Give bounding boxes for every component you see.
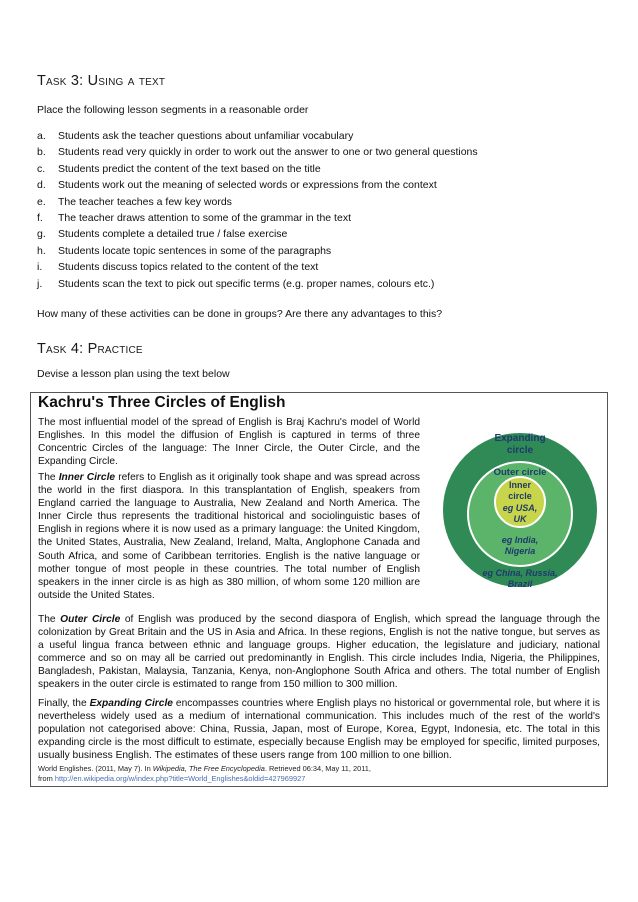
item-text: Students scan the text to pick out specific terms (e.g. proper names, colours etc.) [58,277,435,290]
outer-label: Outer circle [493,467,547,478]
inner-label-1: Inner [508,480,532,490]
article-title: Kachru's Three Circles of English [38,394,286,411]
expanding-example-2: Brazil [507,579,533,589]
inner-label-2: circle [508,491,532,501]
expanding-label-2: circle [506,445,534,456]
task3-heading: Task 3: Using a text [37,73,166,89]
list-item [37,243,478,259]
inner-example-1: eg USA, [502,503,538,513]
paragraph-lead: The [38,614,61,625]
item-letter: g. [37,228,46,241]
paragraph-body: of English was produced by the second diaspora of English, which spread the language through the colonization by Great Britain and the US in Asia and Africa. In these regions, English is not the native tongue, but serves as a useful lingua franca between ethnic and language groups. Higher education, the legislature and judiciary, national commerce and so on may all be carried out predominantly in English. This circle includes India, Nigeria, the Philippines, Bangladesh, Pakistan, Malaysia, Tanzania, Kenya, non-Anglophone South Africa and others. The total number of English speakers in the outer circle is estimated to range from 150 million to 300 million. [38,614,600,691]
citation-line-2 [38,774,371,784]
item-text: Students locate topic sentences in some of the paragraphs [58,244,332,257]
article-paragraph-expanding [38,697,600,762]
task3-question: How many of these activities can be done in groups? Are there any advantages to this? [37,308,443,320]
item-text: Students discuss topics related to the content of the text [58,261,319,274]
list-item [37,210,478,226]
list-item [37,276,478,292]
task4-heading: Task 4: Practice [37,341,143,357]
item-letter: d. [37,179,46,192]
article-box-top-rule [30,392,608,393]
citation-link[interactable]: http://en.wikipedia.org/w/index.php?title=World_Englishes&oldid=427969927 [54,773,306,783]
item-letter: a. [37,130,46,142]
list-item [37,226,478,242]
paragraph-body: refers to English as it originally took shape and was spread across the world in the first diaspora. In this transplantation of English, speakers from England carried the language to Australia, New Zealand and North America. The Inner Circle thus represents the traditional historical and sociolinguistic bases of English in regions where it is now used as a primary language: the United Kingdom, the United States, Australia, New Zealand, Ireland, Malta, Anglophone Canada and South Africa, and some of Caribbean territories. English is the native language or mother tongue of most people in these countries. The total number of English speakers in the inner circle is as high as 380 million, of whom some 120 million are outside the United States. [38,472,420,601]
list-item [37,128,478,144]
item-text: Students ask the teacher questions about unfamiliar vocabulary [58,130,354,142]
item-text: The teacher draws attention to some of the grammar in the text [58,211,351,224]
expanding-label-1: Expanding [494,433,546,444]
paragraph-body: encompasses countries where English plays no historical or governmental role, but where it is nevertheless widely used as a medium of international communication. This includes much of the rest of the world's population not categorised above: China, Russia, Japan, most of Europe, Korea, Egypt, Indonesia, etc. The total in this expanding circle is the most difficult to estimate, especially because English may be employed for specific, limited purposes, usually business English. The estimates of these users range from 100 million to one billion. [38,698,600,762]
item-text: Students complete a detailed true / false exercise [58,228,288,241]
term-outer-circle: Outer Circle [60,614,121,625]
item-letter: f. [37,211,43,224]
task4-instruction: Devise a lesson plan using the text below [37,368,230,380]
citation-source: Wikipedia, The Free Encyclopedia [152,764,265,773]
three-circles-diagram [440,410,600,610]
citation [38,764,371,783]
article-paragraph-inner [38,471,420,602]
article-paragraph-intro: The most influential model of the spread of English is Braj Kachru's model of World Englishes. In this model the diffusion of English is captured in terms of three Concentric Circles of the language: The Inner Circle, the Outer Circle, and the Expanding Circle. [38,417,420,468]
item-letter: j. [37,277,43,290]
outer-example-2: Nigeria [504,546,536,556]
term-inner-circle: Inner Circle [58,472,116,483]
term-expanding-circle: Expanding Circle [89,698,173,709]
list-item [37,259,478,275]
item-text: Students read very quickly in order to work out the answer to one or two general questions [58,146,478,159]
citation-text: World Englishes. (2011, May 7). In [38,764,153,773]
task3-list [37,128,478,292]
paragraph-lead: Finally, the [38,698,90,709]
outer-example-1: eg India, [501,535,539,545]
item-letter: i. [37,261,43,274]
item-text: Students work out the meaning of selected words or expressions from the context [58,179,437,192]
article-paragraph-outer [38,613,600,692]
item-letter: c. [37,162,46,175]
expanding-example-1: eg China, Russia, [482,568,558,578]
list-item [37,194,478,210]
item-letter: h. [37,244,46,257]
citation-from: from [38,773,55,783]
list-item [37,161,478,177]
citation-retrieved: . Retrieved 06:34, May 11, 2011, [264,764,371,773]
item-letter: e. [37,195,46,208]
task3-instruction: Place the following lesson segments in a reasonable order [37,104,309,116]
paragraph-lead: The [38,472,59,483]
item-text: Students predict the content of the text based on the title [58,162,321,175]
citation-line-1 [38,764,371,774]
item-text: The teacher teaches a few key words [58,195,232,208]
inner-example-2: UK [513,514,527,524]
item-letter: b. [37,146,46,159]
list-item [37,177,478,193]
list-item [37,144,478,160]
